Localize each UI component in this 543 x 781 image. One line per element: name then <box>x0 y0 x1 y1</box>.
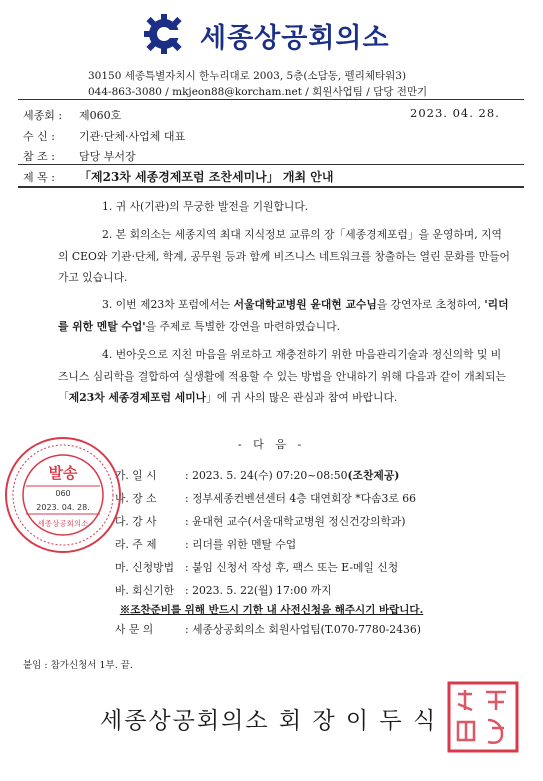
reference-value: 담당 부서장 <box>79 150 136 163</box>
detail-item-contact <box>115 622 421 637</box>
paragraph-2: 2. 본 회의소는 세종지역 최대 지식정보 교류의 장「세종경제포럼」을 운영하며, 지역의 CEO와 기관·단체, 학계, 공무원 등과 함께 비즈니스 네트워크를 창출하는 열린 문화를 만들어가고 있습니다. <box>58 228 510 284</box>
detail-label: 라. 주 제 <box>115 538 157 551</box>
paragraph-4 <box>58 344 510 409</box>
dispatch-stamp <box>2 434 124 556</box>
recipient-label: 수 신 : <box>23 130 55 143</box>
stamp-org: 세종상공회의소 <box>37 519 89 528</box>
doc-number <box>23 107 121 123</box>
divider <box>18 99 524 100</box>
divider <box>18 164 524 165</box>
gear-logo-icon <box>140 12 192 56</box>
detail-value: : 리더를 위한 멘탈 수업 <box>185 538 297 551</box>
subject <box>23 168 333 185</box>
detail-item-date <box>115 468 399 483</box>
subject-value: 「제23차 세종경제포럼 조찬세미나」 개최 안내 <box>79 170 334 184</box>
p3-text: 3. 이번 제23차 포럼에서는 <box>102 298 234 311</box>
p4-text: 4. 번아웃으로 지친 마음을 위로하고 재충전하기 위한 마음관리기술과 정신의학 및 비즈니스 심리학을 결합하여 실생활에 적용할 수 있는 방법을 안내하기 위해 다음과 같이 개최되는「 <box>58 348 506 404</box>
stamp-number: 060 <box>55 489 71 498</box>
seminar-name: 제23차 세종경제포럼 세미나 <box>68 391 207 404</box>
stamp-center-text: 발송 <box>48 464 78 482</box>
detail-extra: (조찬제공) <box>347 469 400 482</box>
contact-line: 044-863-3080 / mkjeon88@korcham.net / 회원사업팀 / 담당 전만기 <box>88 86 428 98</box>
details-heading: - 다 음 - <box>237 438 306 451</box>
subject-label: 제 목 : <box>23 171 55 184</box>
doc-number-label: 세종회 : <box>23 109 63 122</box>
paragraph-1: 1. 귀 사(기관)의 무궁한 발전을 기원합니다. <box>102 200 309 213</box>
detail-label: 마. 신청방법 <box>115 561 175 574</box>
speaker-name: 서울대학교병원 윤대현 교수님 <box>233 298 377 311</box>
detail-value: : 정부세종컨벤션센터 4층 대연회장 *다솜3로 66 <box>185 492 416 505</box>
detail-label: 가. 일 시 <box>115 469 157 482</box>
org-logo <box>140 12 430 56</box>
reference-label: 참 조 : <box>23 150 55 163</box>
p4-text: 」에 귀 사의 많은 관심과 참여 바랍니다. <box>206 391 398 404</box>
p3-text: 을 주제로 특별한 강연을 마련하였습니다. <box>145 319 341 333</box>
doc-number-value: 제060호 <box>79 109 122 122</box>
detail-item-apply <box>115 560 398 575</box>
detail-value: : 윤대현 교수(서울대학교병원 정신건강의학과) <box>185 515 406 528</box>
seal-stamp <box>446 680 520 754</box>
p3-text: 을 강연자로 초청하여, <box>376 298 485 311</box>
detail-item-venue <box>115 491 416 506</box>
detail-label: 나. 장 소 <box>115 492 157 505</box>
detail-item-speaker <box>115 514 406 529</box>
doc-date: 2023. 04. 28. <box>410 106 500 120</box>
org-name: 세종상공회의소 <box>200 23 390 54</box>
notice: ※조찬준비를 위해 반드시 기한 내 사전신청을 해주시기 바랍니다. <box>119 604 424 616</box>
address-line: 30150 세종특별자치시 한누리대로 2003, 5층(소담동, 펠리체타워3) <box>88 70 407 82</box>
divider <box>18 186 524 188</box>
recipient-value: 기관·단체·사업체 대표 <box>79 130 186 143</box>
detail-value: : 세종상공회의소 회원사업팀(T.070-7780-2436) <box>185 623 421 636</box>
attachment-note: 붙임 : 참가신청서 1부. 끝. <box>23 660 133 671</box>
lecture-topic: '리더를 위한 멘탈 수업' <box>58 298 509 333</box>
detail-value: : 2023. 5. 22(월) 17:00 까지 <box>185 584 332 597</box>
detail-item-deadline <box>115 583 332 598</box>
reference <box>23 148 136 164</box>
detail-label: 사 문 의 <box>115 623 154 636</box>
stamp-date: 2023. 04. 28. <box>36 503 90 512</box>
paragraph-3 <box>58 294 510 337</box>
detail-value: : 2023. 5. 24(수) 07:20~08:50 <box>185 469 348 482</box>
detail-label: 바. 회신기한 <box>115 584 175 597</box>
detail-value: : 붙임 신청서 작성 후, 팩스 또는 E-메일 신청 <box>185 561 399 574</box>
detail-item-topic <box>115 537 296 552</box>
signature: 세종상공회의소 회 장 이 두 식 <box>100 708 438 734</box>
detail-label: 다. 강 사 <box>115 515 157 528</box>
recipient <box>23 128 185 144</box>
